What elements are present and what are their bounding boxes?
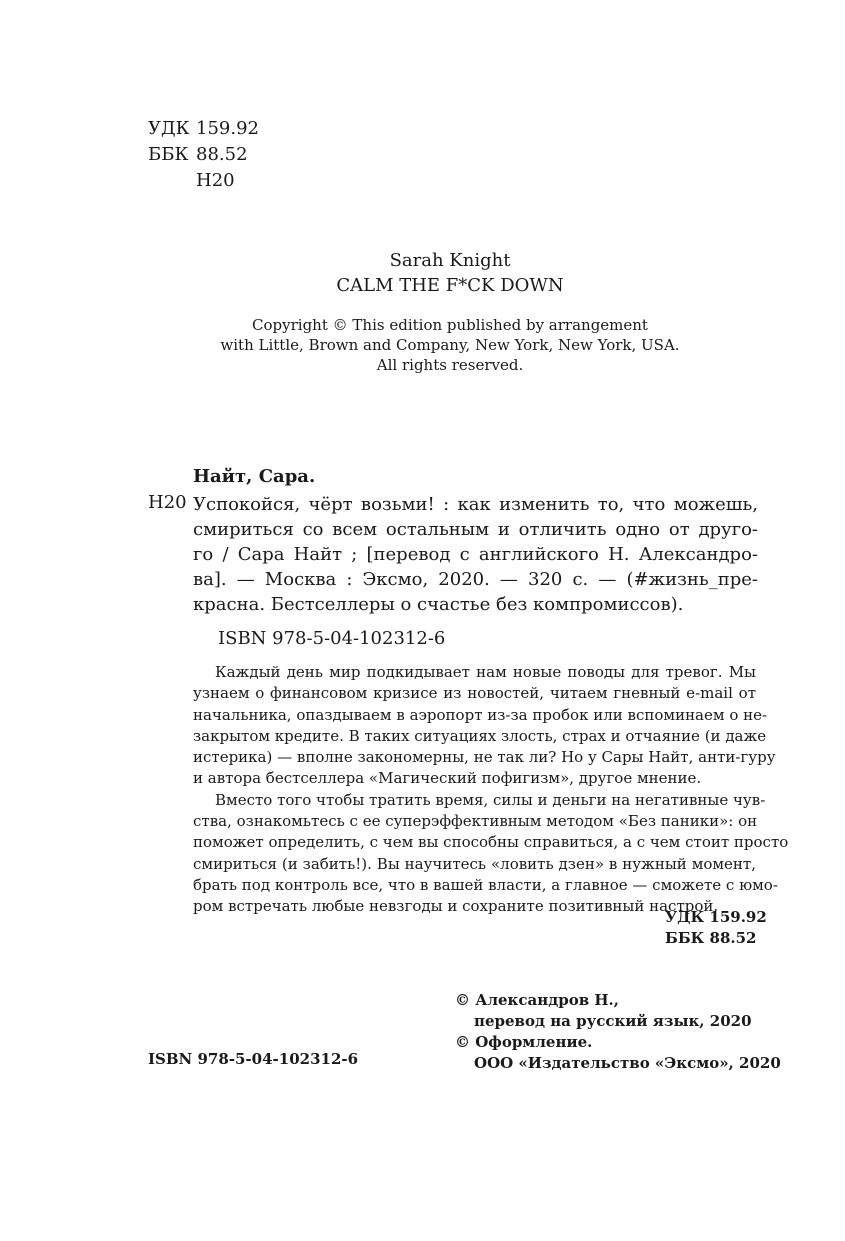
annotation-line: поможет определить, с чем вы способны справиться, а с чем стоит просто [193,833,789,852]
copyright-holders [455,990,781,1074]
bbk-label: ББК [148,144,189,165]
right-classification-codes [665,907,767,949]
original-title: CALM THE F*CK DOWN [336,275,564,296]
catalog-entry-line: ва]. — Москва : Эксмо, 2020. — 320 с. — (#жизнь_пре- [193,569,758,590]
right-udk: УДК 159.92 [665,908,767,926]
annotation-line: начальника, опаздываем в аэропорт из-за пробок или вспоминаем о не- [193,705,768,724]
copyright-notice [0,315,845,375]
annotation-line: брать под контроль все, что в вашей власти, а главное — сможете с юмо- [193,875,778,894]
annotation-line: и автора бестселлера «Магический пофигизм», другое мнение. [193,769,702,788]
bbk-value: 88.52 [196,144,248,165]
copyright-line: All rights reserved. [376,356,524,374]
udk-label: УДК [148,118,190,139]
annotation-line: истерика) — вполне закономерны, не так ли? Но у Сары Найт, анти-гуру [193,748,776,767]
udk-row [148,116,259,142]
copyright-line: Copyright © This edition published by arrangement [252,316,648,334]
author-sign-row [148,168,259,194]
catalog-code: Н20 [148,492,187,513]
translator-copyright: © Александров Н., [455,991,619,1009]
catalog-entry-line: смириться со всем остальным и отличить одно от друго- [193,519,758,540]
classification-codes [148,116,259,194]
catalog-entry-line: красна. Бестселлеры о счастье без компромиссов). [193,594,684,615]
copyright-line: with Little, Brown and Company, New York, New York, USA. [220,336,680,354]
catalog-entry-line: Успокойся, чёрт возьми! : как изменить то, что можешь, [193,494,758,515]
annotation-line: Вместо того чтобы тратить время, силы и деньги на негативные чув- [215,790,766,809]
udk-value: 159.92 [196,118,259,139]
original-author: Sarah Knight [389,250,511,271]
isbn-bottom: ISBN 978-5-04-102312-6 [148,1050,359,1068]
catalog-entry [193,492,758,617]
translator-description: перевод на русский язык, 2020 [474,1012,752,1030]
annotation-line: смириться (и забить!). Вы научитесь «ловить дзен» в нужный момент, [193,854,756,873]
catalog-author-heading: Найт, Сара. [193,466,316,487]
design-copyright: © Оформление. [455,1033,593,1051]
author-sign: Н20 [196,170,235,191]
annotation-line: узнаем о финансовом кризисе из новостей, читаем гневный e-mail от [193,684,756,703]
annotation-line: ства, ознакомьтесь с ее суперэффективным методом «Без паники»: он [193,812,758,831]
annotation-line: закрытом кредите. В таких ситуациях злость, страх и отчаяние (и даже [193,726,767,745]
bbk-row [148,142,259,168]
design-holder: ООО «Издательство «Эксмо», 2020 [474,1054,781,1072]
annotation-line: ром встречать любые невзгоды и сохраните позитивный настрой. [193,897,719,916]
right-bbk: ББК 88.52 [665,929,757,947]
catalog-isbn: ISBN 978-5-04-102312-6 [218,628,446,649]
annotation-line: Каждый день мир подкидывает нам новые поводы для тревог. Мы [215,663,756,681]
catalog-entry-line: го / Сара Найт ; [перевод с английского Н. Александро- [193,544,758,565]
